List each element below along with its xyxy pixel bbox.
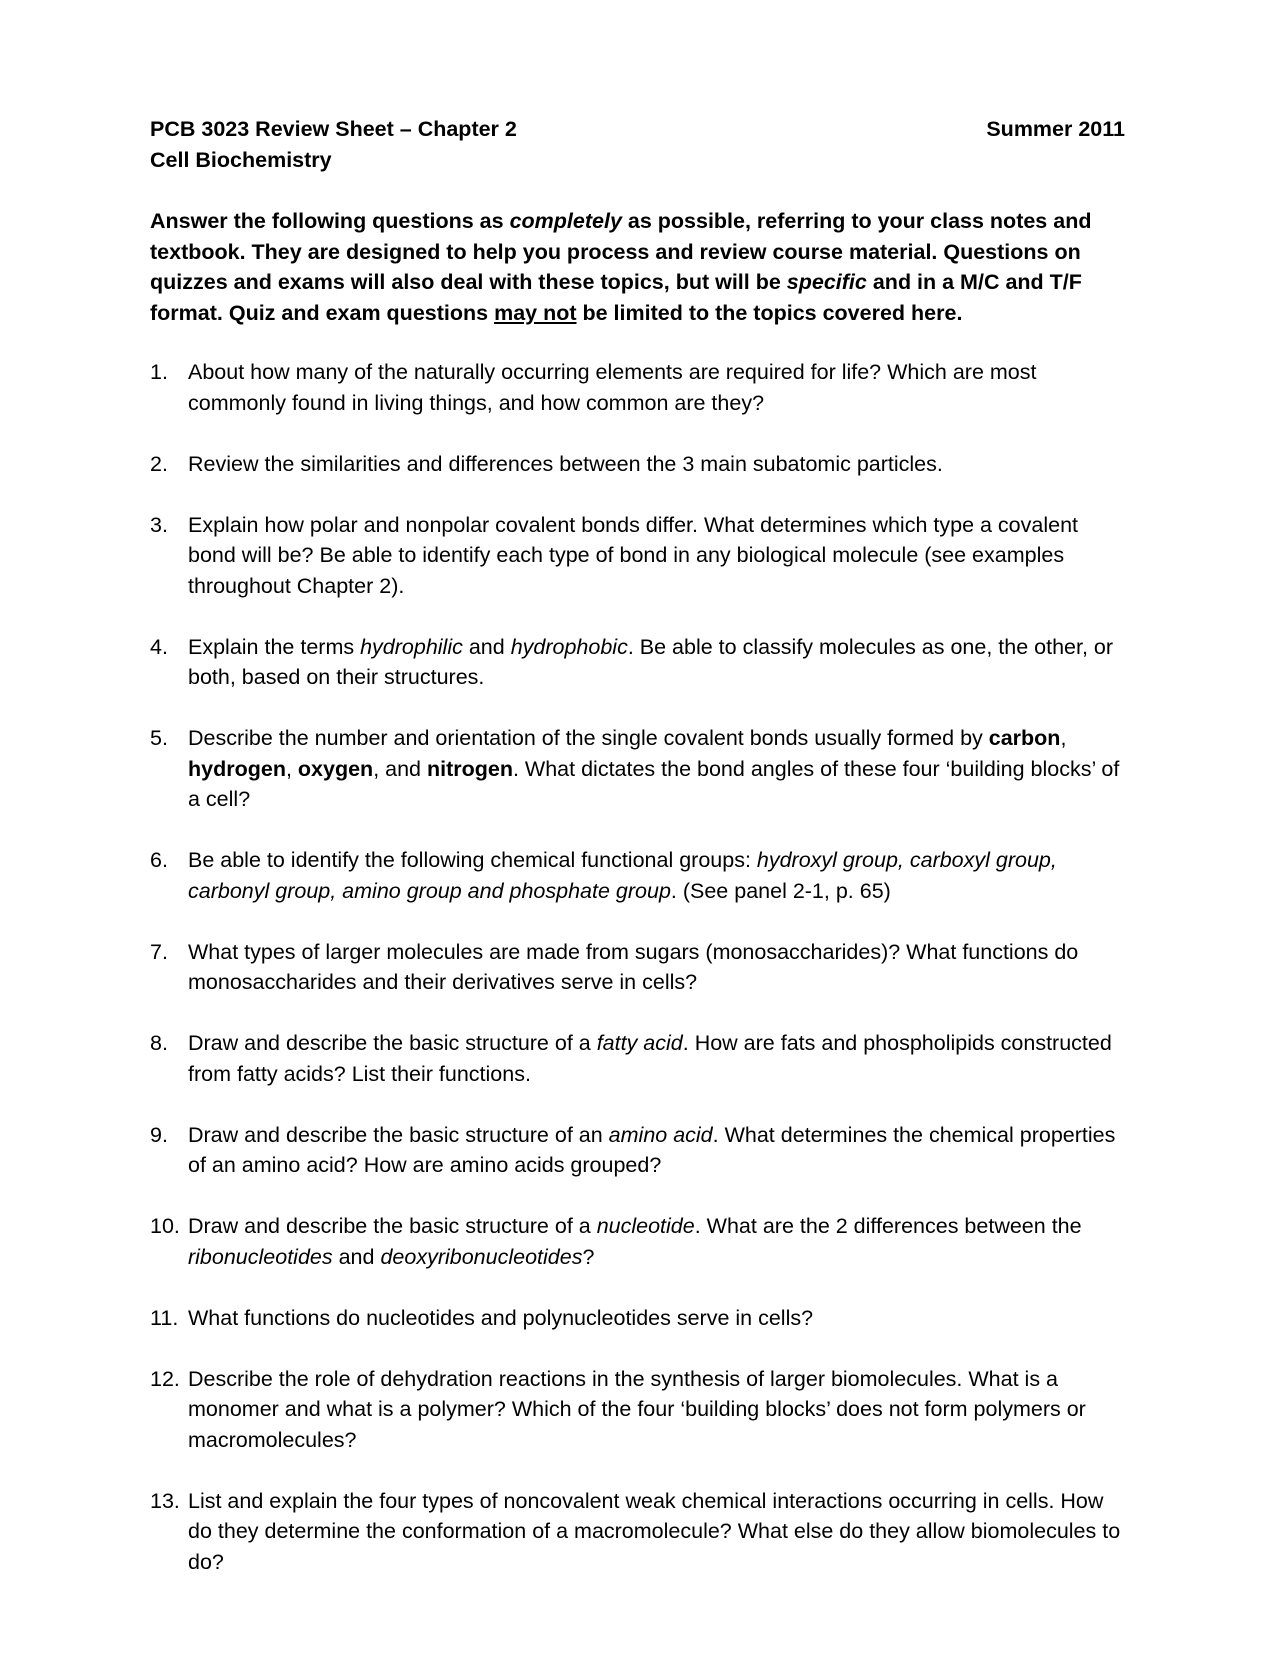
instructions-text: as possible, referring to your class notes and textbook. They are designed to help you process and review course material. Questions on quizzes and exams will also deal with these topics, but will be <box>150 209 1092 294</box>
instructions-text: be limited to the topics covered here. <box>576 300 963 325</box>
question-item <box>150 1486 1130 1578</box>
question-text: Draw and describe the basic structure of an amino acid. What determines the chemical properties of an amino acid? How are amino acids grouped? <box>188 1122 1116 1177</box>
instructions-underline: may not <box>494 300 577 325</box>
question-item <box>150 449 1130 480</box>
question-number: 8. <box>150 1031 168 1055</box>
question-number: 2. <box>150 451 168 476</box>
question-list <box>150 357 1130 1608</box>
question-number: 12. <box>150 1366 180 1391</box>
question-item <box>150 510 1130 602</box>
question-item <box>150 1211 1130 1272</box>
question-number: 7. <box>150 939 168 964</box>
question-text: Describe the role of dehydration reactions in the synthesis of larger biomolecules. What is a monomer and what is a polymer? Which of the four ‘building blocks’ does not form polymers or macromolecules? <box>188 1366 1086 1452</box>
instructions-text: and in a M/C and T/F format. Quiz and exam questions <box>150 270 1082 325</box>
question-number: 11. <box>150 1305 179 1330</box>
question-number: 4. <box>150 634 168 659</box>
instructions-emphasis: completely <box>509 209 622 233</box>
question-number: 9. <box>150 1122 168 1147</box>
instructions-emphasis: specific <box>786 270 867 294</box>
question-text: Explain how polar and nonpolar covalent bonds differ. What determines which type a covalent bond will be? Be able to identify each type of bond in any biological molecule (see examples throughout Chapter 2). <box>188 512 1079 598</box>
question-text: Describe the number and orientation of the single covalent bonds usually formed by carbon, hydrogen, oxygen, and nitrogen. What dictates the bond angles of these four ‘building blocks’ of a cell? <box>188 726 1120 811</box>
question-item <box>150 1364 1130 1456</box>
question-number: 5. <box>150 726 168 750</box>
question-text: What functions do nucleotides and polynucleotides serve in cells? <box>188 1305 814 1330</box>
question-text: Be able to identify the following chemical functional groups: hydroxyl group, carboxyl group, carbonyl group, amino group and phosphate group. (See panel 2-1, p. 65) <box>188 848 1057 903</box>
page-header <box>150 114 1125 175</box>
question-item <box>150 357 1130 418</box>
instructions-text: Answer the following questions as <box>150 209 510 233</box>
question-number: 13. <box>150 1488 180 1513</box>
question-number: 10. <box>150 1214 180 1238</box>
document-title: PCB 3023 Review Sheet – Chapter 2 <box>150 117 517 141</box>
question-number: 1. <box>150 360 168 384</box>
question-text: About how many of the naturally occurring elements are required for life? Which are most commonly found in living things, and how common are they? <box>188 360 1037 415</box>
instructions-paragraph <box>150 206 1130 328</box>
question-text: Draw and describe the basic structure of a fatty acid. How are fats and phospholipids constructed from fatty acids? List their functions. <box>188 1031 1112 1086</box>
question-item <box>150 723 1130 815</box>
question-text: Draw and describe the basic structure of a nucleotide. What are the 2 differences between the ribonucleotides and deoxyribonucleotides? <box>188 1214 1082 1269</box>
question-text: Review the similarities and differences between the 3 main subatomic particles. <box>188 451 943 476</box>
question-number: 3. <box>150 512 168 537</box>
question-text: What types of larger molecules are made from sugars (monosaccharides)? What functions do monosaccharides and their derivatives serve in cells? <box>188 939 1079 994</box>
question-item <box>150 845 1130 906</box>
term-label: Summer 2011 <box>986 117 1125 141</box>
question-text: Explain the terms hydrophilic and hydrophobic. Be able to classify molecules as one, the other, or both, based on their structures. <box>188 634 1114 689</box>
question-item <box>150 632 1130 693</box>
question-item <box>150 1028 1130 1089</box>
document-subtitle: Cell Biochemistry <box>150 147 332 172</box>
question-item <box>150 937 1130 998</box>
question-number: 6. <box>150 848 168 872</box>
question-text: List and explain the four types of noncovalent weak chemical interactions occurring in cells. How do they determine the conformation of a macromolecule? What else do they allow biomolecules to do? <box>188 1488 1121 1574</box>
question-item <box>150 1120 1130 1181</box>
question-item <box>150 1303 1130 1334</box>
